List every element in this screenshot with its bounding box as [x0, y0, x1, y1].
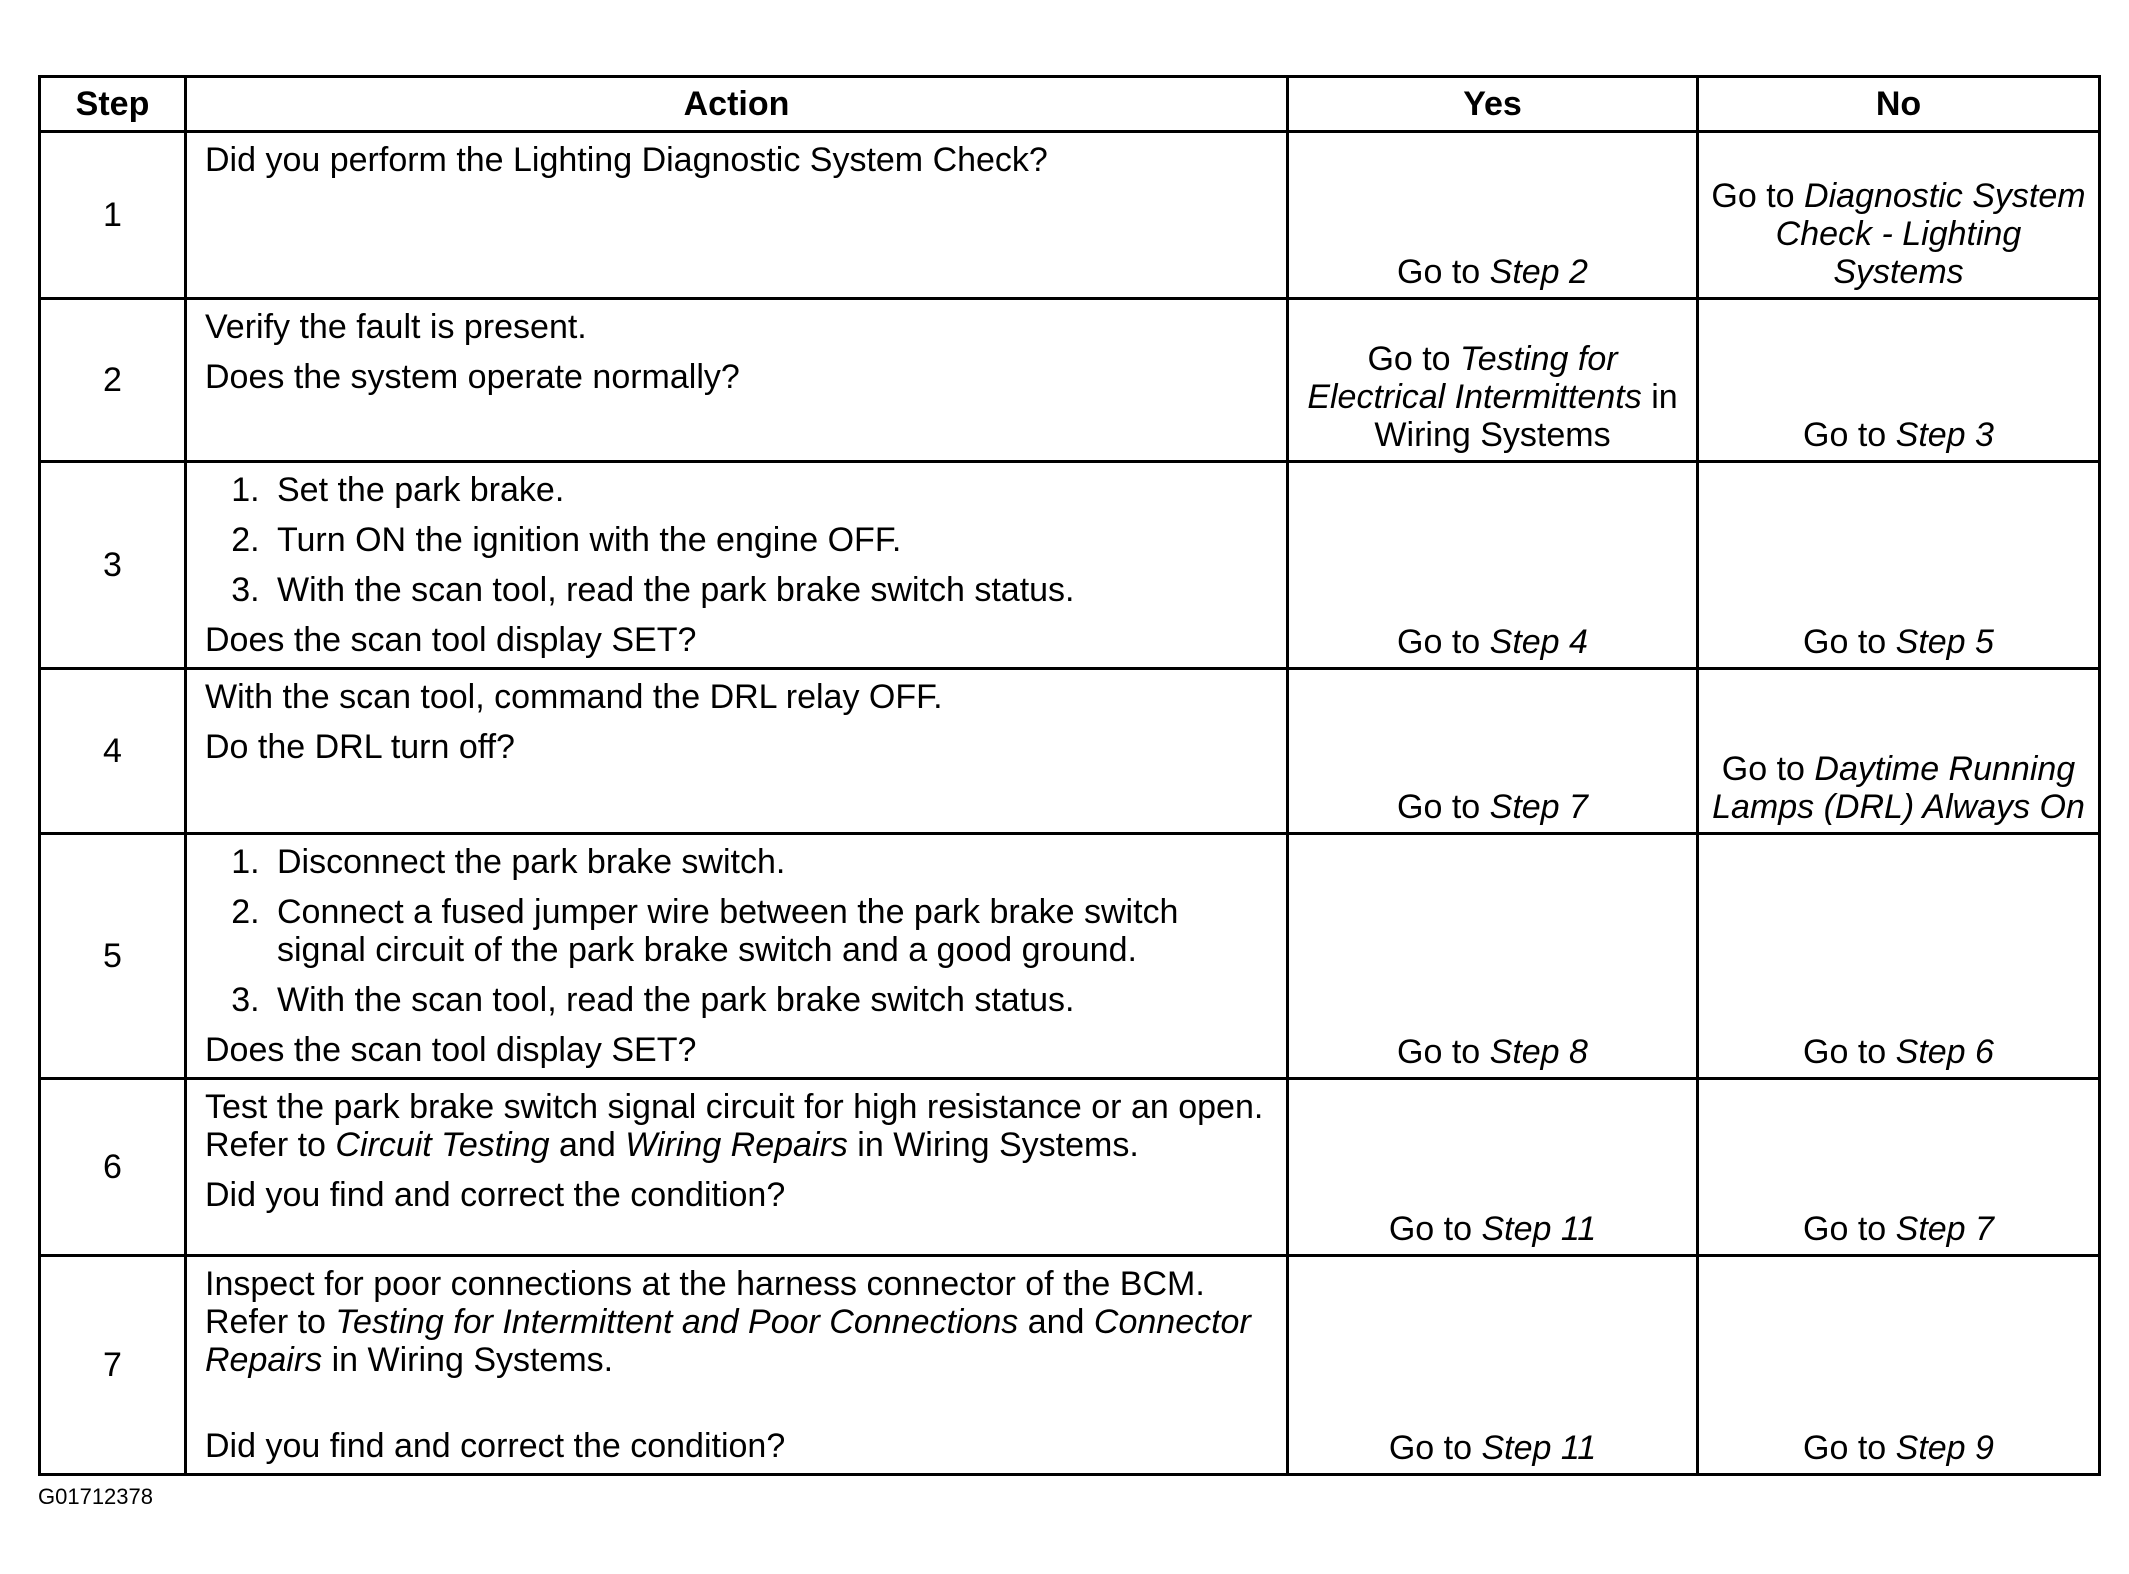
no-prefix: Go to	[1803, 1033, 1896, 1071]
action-list	[205, 843, 1268, 1019]
yes-cell	[1288, 1256, 1698, 1475]
header-row	[40, 77, 2100, 132]
action-cell	[186, 834, 1288, 1079]
no-cell	[1698, 834, 2100, 1079]
yes-prefix: Go to	[1388, 1210, 1482, 1248]
yes-reference-link[interactable]: Testing for Electrical Intermittents	[1307, 340, 1642, 416]
action-text	[205, 1088, 1268, 1164]
circuit-testing-link[interactable]: Circuit Testing	[335, 1126, 550, 1164]
diagnostic-table	[38, 75, 2101, 1476]
connector-repairs-link[interactable]: Connector Repairs	[205, 1303, 1251, 1379]
yes-prefix: Go to	[1397, 1033, 1490, 1071]
action-list-item: 3. With the scan tool, read the park brake switch status.	[269, 981, 1268, 1019]
action-cell	[186, 462, 1288, 669]
yes-suffix: in Wiring Systems	[1374, 378, 1678, 454]
no-cell	[1698, 462, 2100, 669]
header-action: Action	[186, 77, 1288, 132]
action-text: With the scan tool, command the DRL relay OFF.	[205, 678, 943, 716]
action-cell	[186, 1079, 1288, 1256]
no-reference-link[interactable]: Step 5	[1895, 623, 1994, 661]
wiring-repairs-link[interactable]: Wiring Repairs	[625, 1126, 848, 1164]
step-number: 4	[40, 669, 186, 834]
no-reference-link[interactable]: Step 7	[1895, 1210, 1994, 1248]
action-text: Verify the fault is present.	[205, 308, 587, 346]
no-cell	[1698, 299, 2100, 462]
action-text-part: Inspect for poor connections at the harness connector of the BCM. Refer to	[205, 1265, 1205, 1341]
header-step: Step	[40, 77, 186, 132]
no-reference-link[interactable]: Step 6	[1895, 1033, 1994, 1071]
yes-reference-link[interactable]: Step 2	[1489, 253, 1588, 291]
figure-id: G01712378	[38, 1484, 153, 1509]
table-row	[40, 299, 2100, 462]
table-row	[40, 132, 2100, 299]
no-cell	[1698, 1079, 2100, 1256]
no-prefix: Go to	[1711, 177, 1805, 215]
step-number: 6	[40, 1079, 186, 1256]
action-text-part: Test the park brake switch signal circuit for high resistance or an open. Refer to	[205, 1088, 1264, 1164]
yes-reference-link[interactable]: Step 4	[1489, 623, 1588, 661]
yes-prefix: Go to	[1397, 253, 1490, 291]
action-question: Do the DRL turn off?	[205, 728, 515, 766]
action-text-part: and	[1018, 1303, 1094, 1341]
yes-reference-link[interactable]: Step 8	[1489, 1033, 1588, 1071]
step-number: 7	[40, 1256, 186, 1475]
no-prefix: Go to	[1803, 416, 1896, 454]
no-prefix: Go to	[1721, 750, 1815, 788]
yes-reference-link[interactable]: Step 11	[1481, 1429, 1597, 1467]
action-cell	[186, 299, 1288, 462]
no-prefix: Go to	[1803, 1429, 1896, 1467]
table-row	[40, 462, 2100, 669]
action-question: Does the scan tool display SET?	[205, 621, 697, 659]
no-cell	[1698, 1256, 2100, 1475]
yes-cell	[1288, 834, 1698, 1079]
yes-prefix: Go to	[1397, 623, 1490, 661]
yes-prefix: Go to	[1367, 340, 1461, 378]
no-reference-link[interactable]: Step 3	[1895, 416, 1994, 454]
step-number: 2	[40, 299, 186, 462]
no-reference-link[interactable]: Diagnostic System Check - Lighting Systems	[1775, 177, 2086, 291]
no-prefix: Go to	[1803, 1210, 1896, 1248]
no-cell	[1698, 669, 2100, 834]
yes-reference-link[interactable]: Step 7	[1489, 788, 1588, 826]
step-number: 3	[40, 462, 186, 669]
action-cell	[186, 669, 1288, 834]
table-row	[40, 834, 2100, 1079]
yes-reference-link[interactable]: Step 11	[1481, 1210, 1597, 1248]
yes-cell	[1288, 1079, 1698, 1256]
step-number: 1	[40, 132, 186, 299]
table-row	[40, 1256, 2100, 1475]
action-text-part: and	[549, 1126, 626, 1164]
no-reference-link[interactable]: Daytime Running Lamps (DRL) Always On	[1712, 750, 2085, 826]
header-yes: Yes	[1288, 77, 1698, 132]
table-row	[40, 669, 2100, 834]
yes-prefix: Go to	[1397, 788, 1490, 826]
action-question: Did you find and correct the condition?	[205, 1176, 786, 1214]
no-prefix: Go to	[1803, 623, 1896, 661]
action-text	[205, 1265, 1268, 1379]
action-list-item: 2. Turn ON the ignition with the engine OFF.	[269, 521, 1268, 559]
yes-cell	[1288, 462, 1698, 669]
action-question: Does the scan tool display SET?	[205, 1031, 697, 1069]
header-no: No	[1698, 77, 2100, 132]
no-cell	[1698, 132, 2100, 299]
yes-cell	[1288, 299, 1698, 462]
action-cell	[186, 1256, 1288, 1475]
no-reference-link[interactable]: Step 9	[1895, 1429, 1994, 1467]
action-question: Did you find and correct the condition?	[205, 1427, 786, 1465]
step-number: 5	[40, 834, 186, 1079]
intermittent-connections-link[interactable]: Testing for Intermittent and Poor Connections	[335, 1303, 1019, 1341]
table-row	[40, 1079, 2100, 1256]
action-list-item: 1. Disconnect the park brake switch.	[269, 843, 1268, 881]
action-list	[205, 471, 1268, 609]
yes-cell	[1288, 669, 1698, 834]
action-text-part: in Wiring Systems.	[847, 1126, 1139, 1164]
action-text-part: in Wiring Systems.	[322, 1341, 614, 1379]
action-question: Did you perform the Lighting Diagnostic System Check?	[205, 141, 1048, 179]
action-question: Does the system operate normally?	[205, 358, 740, 396]
action-cell	[186, 132, 1288, 299]
action-list-item: 2. Connect a fused jumper wire between the park brake switch signal circuit of the park brake switch and a good ground.	[269, 893, 1268, 969]
action-list-item: 1. Set the park brake.	[269, 471, 1268, 509]
action-list-item: 3. With the scan tool, read the park brake switch status.	[269, 571, 1268, 609]
yes-prefix: Go to	[1388, 1429, 1482, 1467]
yes-cell	[1288, 132, 1698, 299]
